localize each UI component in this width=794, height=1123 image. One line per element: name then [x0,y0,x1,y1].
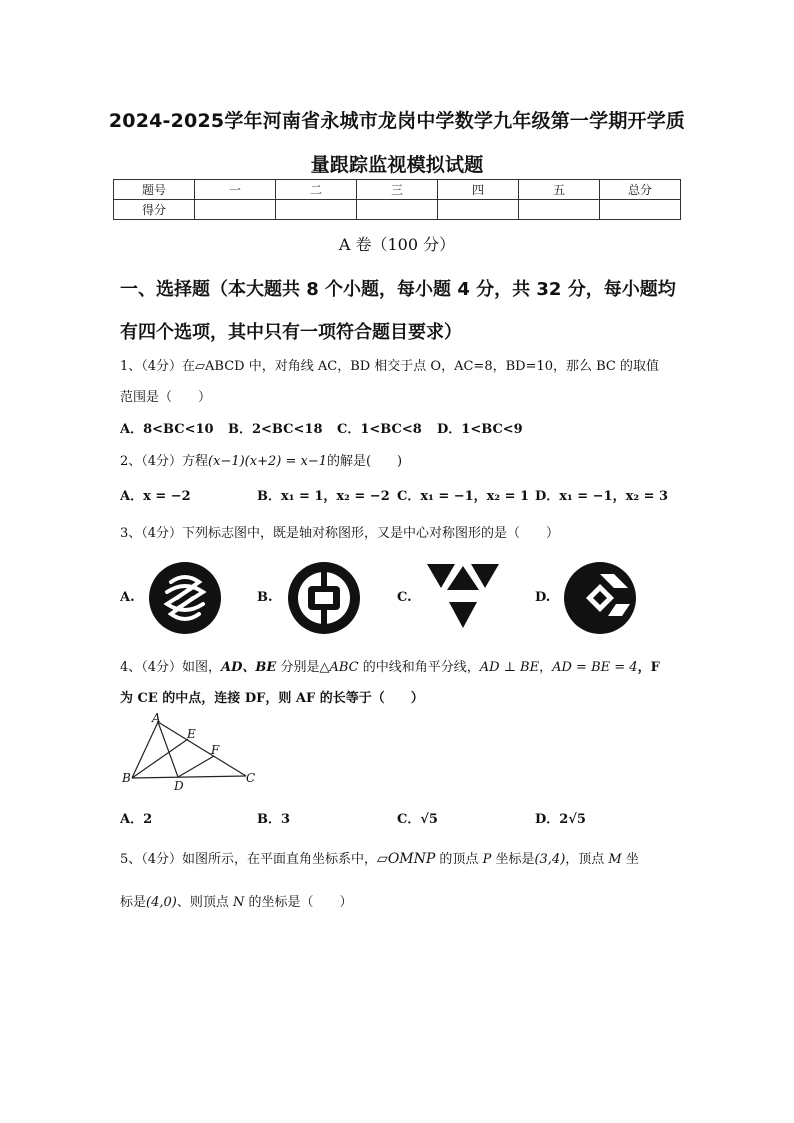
q2-option-b[interactable]: B．x₁ = 1，x₂ = −2 [257,489,390,504]
vertex-label-c: C [246,771,256,785]
q5-point-p: P [482,852,492,867]
q4-stem-line2: 为 CE 的中点，连接 DF，则 AF 的长等于（ ） [120,691,424,706]
q4-stem-line1 [120,656,660,675]
china-mobile-logo-icon [147,560,223,636]
score-header-cell: 三 [357,180,438,200]
q1-option-d[interactable]: D．1<BC<9 [437,422,523,437]
vertex-label-e: E [187,727,196,741]
q3-option-a-label[interactable]: A. [120,590,135,605]
q5-text: 的坐标是（ ） [244,895,353,910]
segment-df [178,756,214,777]
q2-stem [120,450,402,469]
q3-option-b-label[interactable]: B. [257,590,273,605]
q3-option-c-label[interactable]: C. [397,590,412,605]
q2-option-c[interactable]: C．x₁ = −1，x₂ = 1 [397,489,530,504]
score-cell[interactable] [357,200,438,220]
score-table-header-row [114,180,681,200]
q4-perpendicular: AD ⊥ BE [479,660,540,675]
section-a-title: A 卷（100 分） [338,235,456,254]
q5-parallelogram: ▱OMNP [377,851,436,867]
score-row-label: 得分 [114,200,195,220]
score-table-score-row [114,200,681,220]
q1-stem-line2: 范围是（ ） [120,390,212,405]
q1-stem-line1: 1、（4分）在▱ABCD 中，对角线 AC，BD 相交于点 O，AC=8，BD=10，那么 BC 的取值 [120,359,660,374]
q1-option-b[interactable]: B．2<BC<18 [228,422,323,437]
q5-text: 坐 [621,852,639,867]
paper-title-line2: 量跟踪监视模拟试题 [310,154,484,176]
q3-stem: 3、（4分）下列标志图中，既是轴对称图形，又是中心对称图形的是（ ） [120,526,560,541]
score-header-cell: 总分 [600,180,681,200]
q4-text: 4、（4分）如图， [120,660,222,675]
q4-option-c[interactable]: C．√5 [397,812,438,827]
score-header-cell: 四 [438,180,519,200]
q4-triangle-figure [118,712,258,792]
q2-suffix: 的解是( ) [326,454,403,469]
q4-lengths: AD = BE = 4 [552,660,638,675]
score-cell[interactable] [519,200,600,220]
score-header-cell: 五 [519,180,600,200]
q3-option-d-label[interactable]: D. [535,590,551,605]
q2-equation: (x−1)(x+2) = x−1 [208,454,327,469]
score-cell[interactable] [600,200,681,220]
vertex-label-d: D [174,779,184,792]
q5-stem-line1 [120,848,639,867]
q4-text: ， [539,660,553,675]
q5-stem-line2 [120,891,353,910]
q5-coord-m: (4,0) [146,895,177,910]
q1-option-c[interactable]: C．1<BC<8 [337,422,422,437]
q5-text: 坐标是 [491,852,535,867]
side-ac [158,722,246,776]
q4-text: ，F [637,660,660,675]
q4-option-a[interactable]: A．2 [120,812,153,827]
q5-text: 、则顶点 [176,895,233,910]
vertex-label-f: F [211,743,220,757]
side-bc [132,776,246,778]
q5-text: ，顶点 [565,852,609,867]
q4-option-b[interactable]: B．3 [257,812,291,827]
score-header-cell: 一 [195,180,276,200]
q5-coord-p: (3,4) [534,852,566,867]
v-shape-logo-icon [425,562,501,632]
q4-segments: AD、BE [221,660,277,675]
q5-text: 标是 [120,895,147,910]
construction-bank-logo-icon [562,560,638,636]
score-header-cell: 题号 [114,180,195,200]
q5-text: 5、（4分）如图所示，在平面直角坐标系中， [120,852,378,867]
part1-heading-line2: 有四个选项，其中只有一项符合题目要求） [120,322,462,343]
segment-ad [158,722,178,777]
score-cell[interactable] [438,200,519,220]
q4-triangle: △ABC [319,660,359,675]
q5-text: 的顶点 [435,852,483,867]
q1-option-a[interactable]: A．8<BC<10 [120,422,214,437]
q4-text: 分别是 [276,660,320,675]
q4-option-d[interactable]: D．2√5 [535,812,586,827]
q2-prefix: 2、（4分）方程 [120,454,209,469]
q5-point-n: N [232,895,245,910]
vertex-label-a: A [152,712,161,725]
vertex-label-b: B [122,771,131,785]
bank-of-china-logo-icon [286,560,362,636]
score-cell[interactable] [195,200,276,220]
score-header-cell: 二 [276,180,357,200]
q4-text: 的中线和角平分线， [358,660,480,675]
part1-heading-line1: 一、选择题（本大题共 8 个小题，每小题 4 分，共 32 分，每小题均 [120,279,676,300]
score-table [113,179,681,220]
q2-option-d[interactable]: D．x₁ = −1，x₂ = 3 [535,489,669,504]
q2-option-a[interactable]: A．x = −2 [120,489,191,504]
paper-title-line1: 2024-2025学年河南省永城市龙岗中学数学九年级第一学期开学质 [108,110,686,132]
q5-point-m: M [608,852,622,867]
score-cell[interactable] [276,200,357,220]
